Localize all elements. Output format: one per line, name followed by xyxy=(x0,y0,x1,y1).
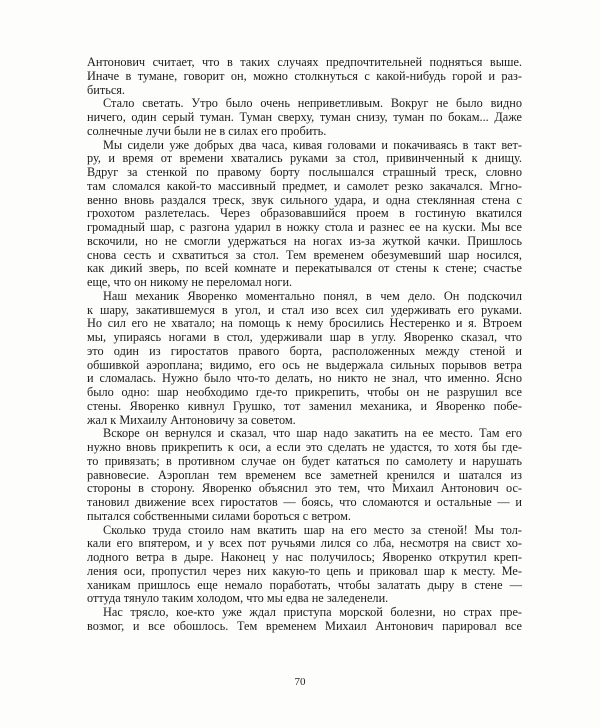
text-line: пытался собственными силами бороться с ветром. xyxy=(87,508,351,523)
text-line: Стало светать. Утро было очень неприветливым. Вокруг не было видно xyxy=(103,96,522,111)
text-line: Антонович считает, что в таких случаях предпочтительней подняться выше. xyxy=(87,55,522,69)
paragraph xyxy=(87,56,522,97)
text-line: еще, что он никому не переломал ноги. xyxy=(87,275,293,289)
text-line: Иначе в тумане, говорит он, можно столкнуться с какой-нибудь горой и раз- xyxy=(87,68,522,83)
paragraph xyxy=(87,290,522,428)
paragraph xyxy=(87,97,522,138)
text-line: мы, упираясь ногами в стол, удерживали шар в углу. Яворенко сказал, что xyxy=(87,330,522,344)
text-line: громадный шар, с разгона ударил в ножку стола и разнес ее на куски. Мы все xyxy=(87,220,522,234)
paragraph xyxy=(87,606,522,634)
text-line: вскочили, но не смогли удержаться на ногах из-за жуткой качки. Пришлось xyxy=(87,233,522,248)
text-line: то привязать; в противном случае он будет кататься по самолету и нарушать xyxy=(87,453,522,468)
text-line: ления оси, пропустил через них какую-то цепь и приковал шар к месту. Ме- xyxy=(87,563,522,578)
text-line: там сломался какой-то массивный предмет, и самолет резко закачался. Мгно- xyxy=(87,178,522,193)
text-line: биться. xyxy=(87,82,126,97)
text-line: стороны в сторону. Яворенко объяснил это тем, что Михаил Антонович ос- xyxy=(87,481,522,496)
text-line: ханикам пришлось еще немало поработать, чтобы залатать дыру в стене — xyxy=(87,577,522,592)
text-line: Нас трясло, кое-кто уже ждал приступа морской болезни, но страх пре- xyxy=(103,605,522,619)
text-line: Наш механик Яворенко моментально понял, в чем дело. Он подскочил xyxy=(103,288,522,303)
text-line: как дикий зверь, по всей комнате и перекатывался от стены к стене; счастье xyxy=(87,261,522,276)
text-line: грохотом разлетелась. Через образовавшийся проем в гостиную вкатился xyxy=(87,206,522,221)
text-line: кали его впятером, и у всех пот ручьями лился со лба, несмотря на свист хо- xyxy=(87,536,522,551)
text-line: Вдруг за стенкой по правому борту послышался страшный треск, словно xyxy=(87,165,522,179)
text-line: это один из гиростатов правого борта, расположенных между стеной и xyxy=(87,343,522,358)
page-number: 70 xyxy=(294,676,306,688)
text-line: Вскоре он вернулся и сказал, что шар надо закатить на ее место. Там его xyxy=(103,426,522,441)
paragraph xyxy=(87,524,522,607)
text-line: ничего, один серый туман. Туман сверху, туман снизу, туман по бокам... Даже xyxy=(87,110,522,124)
text-line: обшивкой аэроплана; видимо, его ось не выдержала сильных порывов ветра xyxy=(87,357,522,372)
text-line: оттуда тянуло таким холодом, что мы едва не заледенели. xyxy=(87,591,389,606)
text-line: снова сесть и схватиться за стол. Тем временем обезумевший шар носился, xyxy=(87,247,522,262)
text-line: равновесие. Аэроплан тем временем все заметней кренился и шатался из xyxy=(87,467,522,482)
text-line: венно вновь раздался треск, звук сильного удара, и одна стеклянная стена с xyxy=(87,192,522,207)
text-line: было одно: шар необходимо где-то прикрепить, чтобы он не разрушил все xyxy=(87,385,522,399)
text-line: Но сил его не хватало; на помощь к нему бросились Нестеренко и я. Втроем xyxy=(87,316,522,331)
text-line: солнечные лучи были не в силах его пробить. xyxy=(87,123,327,138)
text-line: Сколько труда стоило нам вкатить шар на его место за стеной! Мы тол- xyxy=(103,522,522,537)
text-line: жал к Михаилу Антоновичу за советом. xyxy=(87,412,296,427)
paragraph xyxy=(87,427,522,523)
text-line: ру, и время от времени хватались руками за стол, привинченный к днищу. xyxy=(87,151,522,166)
text-line: возмог, и все обошлось. Тем временем Михаил Антонович парировал все xyxy=(87,618,522,633)
page-body xyxy=(87,56,522,634)
text-line: лодного ветра в дыре. Наконец у нас получилось; Яворенко открутил креп- xyxy=(87,550,522,564)
paragraph xyxy=(87,139,522,290)
text-line: тановил движение всех гиростатов — боясь, что сломаются и остальные — и xyxy=(87,495,522,509)
text-line: к шару, закатившемуся в угол, и стал изо всех сил удерживать его руками. xyxy=(87,302,522,317)
text-line: Мы сидели уже добрых два часа, кивая головами и покачиваясь в такт вет- xyxy=(103,137,522,152)
text-line: стены. Яворенко кивнул Грушко, тот заменил механика, и Яворенко побе- xyxy=(87,398,522,413)
text-line: и сломалась. Нужно было что-то делать, но никто не знал, что именно. Ясно xyxy=(87,371,522,386)
text-line: нужно вновь прикрепить к оси, а если это сделать не удастся, то хотя бы где- xyxy=(87,440,522,454)
